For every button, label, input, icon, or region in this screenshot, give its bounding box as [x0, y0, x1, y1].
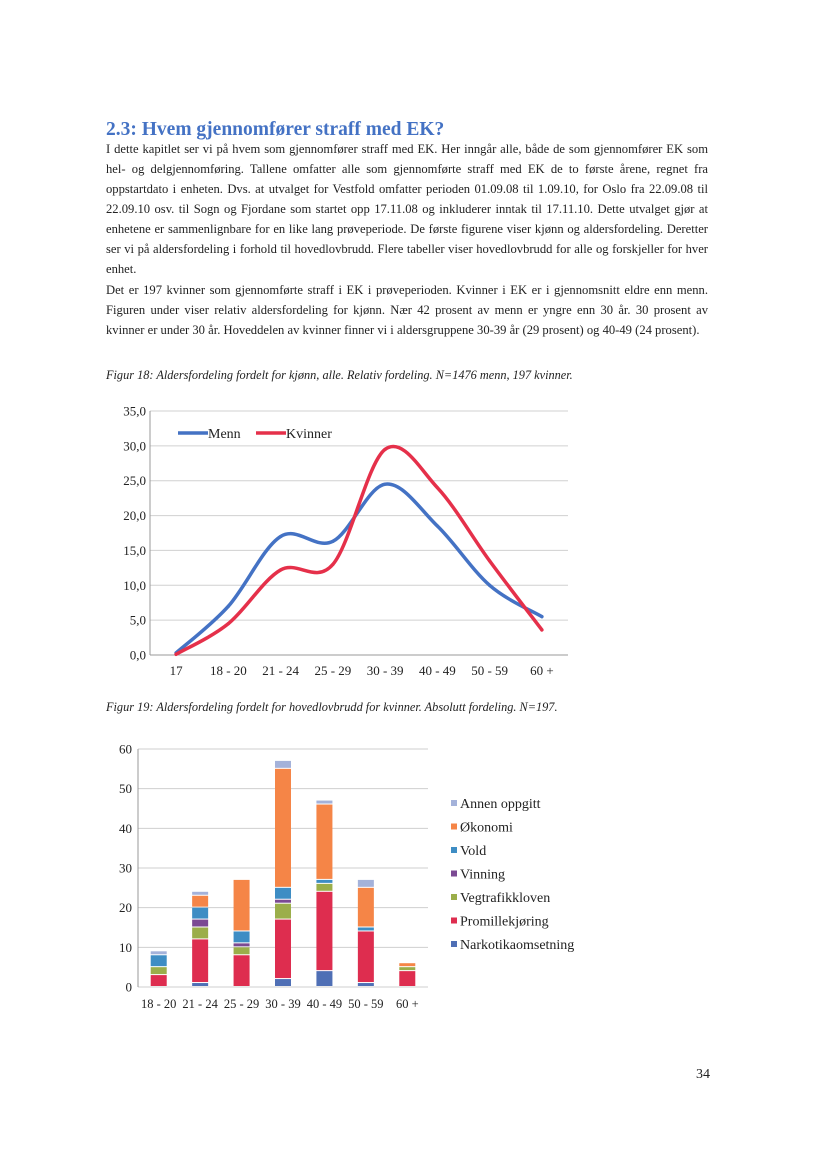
bar-segment-narkotikaomsetning: [275, 979, 291, 986]
y-tick-label: 0,0: [129, 647, 146, 663]
x-tick-label: 40 - 49: [418, 663, 456, 678]
legend-label: Narkotikaomsetning: [460, 938, 575, 953]
data-point-menn: [331, 540, 334, 543]
bar-segment-promillekjøring: [192, 939, 208, 982]
x-tick-label: 50 - 59: [348, 997, 384, 1011]
bar-segment-promillekjøring: [399, 971, 415, 986]
data-point-menn: [488, 584, 491, 587]
bar-segment-narkotikaomsetning: [316, 971, 332, 986]
bar-segment-vinning: [192, 920, 208, 927]
legend-swatch: [451, 871, 457, 877]
x-tick-label: 60 +: [530, 663, 554, 678]
legend-swatch: [451, 847, 457, 853]
legend-label: Vegtrafikkloven: [460, 891, 551, 906]
bar-segment-vold: [151, 955, 167, 966]
legend-swatch: [451, 824, 457, 830]
y-tick-label: 40: [119, 820, 132, 836]
y-tick-label: 30: [119, 860, 132, 876]
bar-segment-vold: [358, 928, 374, 931]
bar-segment-annen-oppgitt: [316, 801, 332, 804]
y-tick-label: 5,0: [129, 612, 146, 628]
y-tick-label: 10: [119, 939, 132, 955]
data-point-menn: [384, 483, 387, 486]
y-tick-label: 50: [119, 781, 132, 797]
bar-segment-promillekjøring: [234, 955, 250, 986]
legend-label: Menn: [208, 427, 241, 442]
figure-18-line-chart: [0, 400, 828, 690]
bar-segment-annen-oppgitt: [192, 892, 208, 895]
bar-segment-vold: [316, 880, 332, 883]
legend-label: Økonomi: [460, 820, 513, 836]
x-tick-label: 40 - 49: [306, 997, 343, 1011]
data-point-menn: [540, 615, 543, 618]
y-tick-label: 60: [119, 741, 132, 757]
bar-segment-vold: [275, 888, 291, 899]
bar-segment-økonomi: [275, 769, 291, 887]
x-tick-label: 25 - 29: [223, 997, 260, 1011]
y-tick-label: 35,0: [123, 403, 146, 419]
data-point-kvinner: [227, 622, 230, 625]
figure-19-caption: Figur 19: Aldersfordeling fordelt for hovedlovbrudd for kvinner. Absolutt fordeling. N=197.: [106, 700, 558, 714]
bar-segment-økonomi: [358, 888, 374, 927]
legend-swatch: [451, 894, 457, 900]
x-tick-label: 18 - 20: [209, 663, 247, 678]
x-tick-label: 30 - 39: [366, 663, 404, 678]
y-tick-label: 30,0: [123, 438, 146, 454]
bar-segment-vinning: [234, 943, 250, 946]
legend-label: Promillekjøring: [460, 914, 549, 930]
paragraph-intro: I dette kapitlet ser vi på hvem som gjennomfører straff med EK. Her inngår alle, både de som gjennomfører EK som hel- og delgjennomføring. Tallene omfatter alle som gjennomførte straff med EK de to første årene, regnet fra oppstartdato i enheten. Dvs. at utvalget for Vestfold omfatter perioden 01.09.08 til 1.09.10, for Oslo fra 22.09.08 til 22.09.10 osv. til Sogn og Fjordane som startet opp 17.11.08 og inkluderer inntak til 17.11.10. Dette utvalget gjør at enhetene er sammenlignbare for en like lang prøveperiode. De første figurene viser kjønn og aldersfordeling. Deretter ser vi på aldersfordeling i forhold til hovedlovbrudd. Flere tabeller viser hovedlovbrudd for alle og forskjeller for hver enhet.: [106, 142, 708, 276]
data-point-kvinner: [175, 653, 178, 656]
bar-segment-vold: [192, 908, 208, 919]
bar-segment-vegtrafikkloven: [316, 884, 332, 891]
x-tick-label: 18 - 20: [141, 997, 177, 1011]
bar-segment-økonomi: [316, 805, 332, 879]
bar-segment-annen-oppgitt: [358, 880, 374, 887]
bar-segment-vegtrafikkloven: [192, 928, 208, 939]
x-tick-label: 50 - 59: [471, 663, 509, 678]
x-tick-label: 17: [169, 663, 183, 678]
legend-swatch: [451, 918, 457, 924]
bar-segment-vegtrafikkloven: [275, 904, 291, 919]
bar-segment-økonomi: [192, 896, 208, 907]
y-tick-label: 0: [125, 979, 132, 995]
y-tick-label: 20,0: [123, 508, 146, 524]
x-tick-label: 25 - 29: [314, 663, 352, 678]
y-tick-label: 25,0: [123, 473, 146, 489]
y-tick-label: 15,0: [123, 542, 146, 558]
bar-segment-vinning: [275, 900, 291, 903]
x-tick-label: 30 - 39: [265, 997, 301, 1011]
paragraph-women: Det er 197 kvinner som gjennomførte straff i EK i prøveperioden. Kvinner i EK er i gjennomsnitt eldre enn menn. Figuren under viser relativ aldersfordeling for kjønn. Nær 42 prosent av menn er yngre enn 30 år. 30 prosent av kvinner er under 30 år. Hoveddelen av kvinner finner vi i aldersgruppene 30-39 år (29 prosent) og 40-49 (24 prosent).: [106, 283, 708, 337]
bar-segment-narkotikaomsetning: [358, 983, 374, 986]
data-point-kvinner: [488, 559, 491, 562]
x-tick-label: 21 - 24: [182, 997, 218, 1011]
bar-segment-promillekjøring: [275, 920, 291, 979]
data-point-kvinner: [540, 628, 543, 631]
figure-18-caption: Figur 18: Aldersfordeling fordelt for kjønn, alle. Relativ fordeling. N=1476 menn, 197 kvinner.: [106, 368, 573, 382]
bar-segment-promillekjøring: [316, 892, 332, 970]
y-tick-label: 20: [119, 900, 132, 916]
bar-segment-vegtrafikkloven: [234, 947, 250, 954]
data-point-kvinner: [384, 448, 387, 451]
bar-segment-narkotikaomsetning: [192, 983, 208, 986]
bar-segment-annen-oppgitt: [151, 951, 167, 954]
figure-19-stacked-bar-chart: [0, 740, 828, 1030]
legend-label: Kvinner: [286, 427, 332, 442]
x-tick-label: 60 +: [395, 997, 419, 1011]
legend-label: Vold: [460, 844, 487, 859]
data-point-kvinner: [331, 563, 334, 566]
bar-segment-vold: [234, 931, 250, 942]
legend-label: Vinning: [460, 867, 506, 883]
bar-segment-økonomi: [399, 963, 415, 966]
data-point-kvinner: [436, 486, 439, 489]
legend-swatch: [451, 941, 457, 947]
y-tick-label: 10,0: [123, 577, 146, 593]
legend-label: Annen oppgitt: [460, 797, 541, 812]
data-point-menn: [279, 535, 282, 538]
x-tick-label: 21 - 24: [262, 663, 300, 678]
legend-swatch: [451, 800, 457, 806]
bar-segment-økonomi: [234, 880, 250, 931]
bar-segment-vegtrafikkloven: [151, 967, 167, 974]
bar-segment-promillekjøring: [151, 975, 167, 986]
bar-segment-promillekjøring: [358, 931, 374, 982]
page-number: 34: [696, 1067, 710, 1082]
section-heading: 2.3: Hvem gjennomfører straff med EK?: [106, 119, 445, 140]
data-point-menn: [436, 524, 439, 527]
data-point-kvinner: [279, 568, 282, 571]
bar-segment-vegtrafikkloven: [399, 967, 415, 970]
data-point-menn: [227, 605, 230, 608]
bar-segment-annen-oppgitt: [275, 761, 291, 768]
